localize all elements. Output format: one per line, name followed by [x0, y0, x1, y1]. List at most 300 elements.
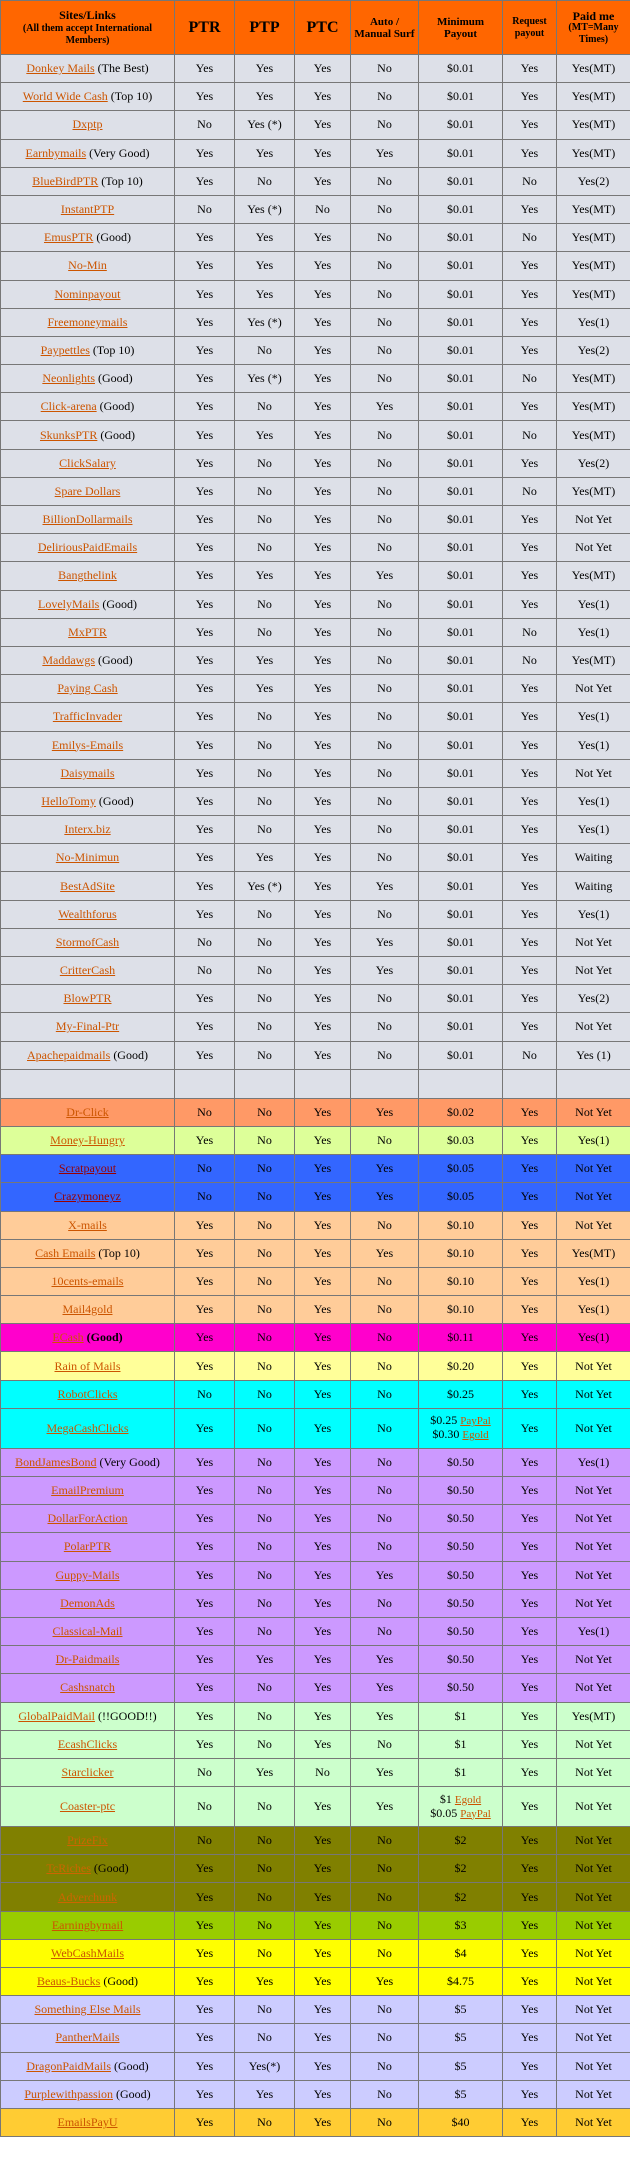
- paid-me-cell: Waiting: [557, 872, 630, 900]
- site-cell: [1, 2108, 175, 2136]
- site-link[interactable]: StormofCash: [55, 934, 120, 949]
- table-row: [1, 900, 630, 928]
- request-payout-cell: Yes: [503, 139, 557, 167]
- minimum-payout-cell: $0.01: [419, 646, 503, 674]
- ptp-cell: No: [235, 1533, 295, 1561]
- ptc-cell: Yes: [295, 1730, 351, 1758]
- header-sites: Sites/Links (All them accept International Members): [1, 1, 175, 55]
- table-row: [1, 1968, 630, 1996]
- site-link[interactable]: Earnbymails: [25, 145, 87, 160]
- site-note: (Good): [96, 399, 135, 414]
- site-link[interactable]: DemonAds: [60, 1595, 115, 1610]
- site-link[interactable]: Crazymoneyz: [54, 1189, 121, 1204]
- request-payout-cell: Yes: [503, 1702, 557, 1730]
- paid-me-cell: Not Yet: [557, 675, 630, 703]
- site-link[interactable]: Purplewithpassion: [24, 2086, 113, 2101]
- ptc-cell: Yes: [295, 1533, 351, 1561]
- ptp-cell: No: [235, 1674, 295, 1702]
- site-link[interactable]: Neonlights: [42, 371, 95, 386]
- minimum-payout-cell: $5: [419, 2024, 503, 2052]
- paid-me-cell: Yes(MT): [557, 55, 630, 83]
- site-link[interactable]: Dr-Paidmails: [55, 1652, 120, 1667]
- minimum-payout-cell: $0.01: [419, 449, 503, 477]
- ptc-cell: Yes: [295, 393, 351, 421]
- minimum-payout-cell: $0.10: [419, 1296, 503, 1324]
- site-link[interactable]: Paypettles: [40, 342, 90, 357]
- ptc-cell: Yes: [295, 534, 351, 562]
- site-link[interactable]: EmusPTR: [43, 230, 94, 245]
- ptr-cell: Yes: [175, 844, 235, 872]
- site-link[interactable]: BlueBirdPTR: [32, 173, 99, 188]
- request-payout-cell: No: [503, 365, 557, 393]
- site-link[interactable]: ECash: [52, 1330, 84, 1345]
- ptc-cell: Yes: [295, 1155, 351, 1183]
- paid-me-cell: Not Yet: [557, 1646, 630, 1674]
- table-row: [1, 1408, 630, 1448]
- auto-surf-cell: No: [351, 1380, 419, 1408]
- ptp-cell: Yes (*): [235, 195, 295, 223]
- paid-me-cell: Yes(1): [557, 308, 630, 336]
- site-cell: [1, 675, 175, 703]
- ptr-cell: No: [175, 1098, 235, 1126]
- site-link[interactable]: Starclicker: [61, 1764, 114, 1779]
- site-link[interactable]: Beaus-Bucks: [37, 1974, 101, 1989]
- paid-me-cell: Not Yet: [557, 1730, 630, 1758]
- ptp-cell: No: [235, 1561, 295, 1589]
- ptp-cell: Yes (*): [235, 308, 295, 336]
- ptr-cell: Yes: [175, 646, 235, 674]
- site-cell: [1, 1730, 175, 1758]
- ptp-cell: No: [235, 1787, 295, 1827]
- paid-me-cell: Not Yet: [557, 2108, 630, 2136]
- ptc-cell: Yes: [295, 1883, 351, 1911]
- table-row: [1, 2080, 630, 2108]
- ptc-cell: Yes: [295, 872, 351, 900]
- paid-me-cell: Yes(1): [557, 590, 630, 618]
- ptc-cell: Yes: [295, 1505, 351, 1533]
- minimum-payout-cell: $0.50: [419, 1561, 503, 1589]
- table-row: [1, 280, 630, 308]
- ptc-cell: Yes: [295, 844, 351, 872]
- minimum-payout-cell: $0.01: [419, 1013, 503, 1041]
- request-payout-cell: No: [503, 477, 557, 505]
- ptr-cell: No: [175, 1155, 235, 1183]
- auto-surf-cell: No: [351, 477, 419, 505]
- ptc-cell: Yes: [295, 449, 351, 477]
- site-link[interactable]: HelloTomy: [41, 793, 96, 808]
- request-payout-cell: Yes: [503, 1787, 557, 1827]
- site-link[interactable]: Scratpayout: [58, 1161, 117, 1176]
- auto-surf-cell: Yes: [351, 1239, 419, 1267]
- site-note: (Very Good): [86, 145, 150, 160]
- ptc-cell: Yes: [295, 1408, 351, 1448]
- site-link[interactable]: 10cents-emails: [51, 1273, 124, 1288]
- site-link[interactable]: EmailsPayU: [57, 2115, 118, 2130]
- ptp-cell: No: [235, 1702, 295, 1730]
- auto-surf-cell: No: [351, 1996, 419, 2024]
- site-link[interactable]: Dxptp: [72, 117, 103, 132]
- site-link[interactable]: PantherMails: [55, 2030, 120, 2045]
- request-payout-cell: Yes: [503, 308, 557, 336]
- request-payout-cell: Yes: [503, 985, 557, 1013]
- site-cell: [1, 1505, 175, 1533]
- ptr-cell: Yes: [175, 1352, 235, 1380]
- minimum-payout-cell: $0.50: [419, 1448, 503, 1476]
- auto-surf-cell: No: [351, 675, 419, 703]
- site-link[interactable]: DeliriousPaidEmails: [37, 540, 138, 555]
- paid-me-cell: Yes(MT): [557, 477, 630, 505]
- minimum-payout-cell: $0.25: [419, 1380, 503, 1408]
- auto-surf-cell: No: [351, 787, 419, 815]
- site-link[interactable]: TrafficInvader: [52, 709, 123, 724]
- ptc-cell: Yes: [295, 224, 351, 252]
- ptp-cell: Yes (*): [235, 111, 295, 139]
- site-note: (Good): [100, 1974, 138, 1989]
- site-link[interactable]: DragonPaidMails: [26, 2058, 111, 2073]
- minimum-payout-cell: $0.01: [419, 618, 503, 646]
- paid-me-cell: Yes(MT): [557, 139, 630, 167]
- minimum-payout-cell: $0.50: [419, 1617, 503, 1645]
- ptr-cell: Yes: [175, 787, 235, 815]
- ptp-cell: No: [235, 1827, 295, 1855]
- table-row: [1, 1448, 630, 1476]
- ptr-cell: Yes: [175, 1730, 235, 1758]
- ptc-cell: Yes: [295, 1380, 351, 1408]
- table-row: [1, 167, 630, 195]
- paid-me-cell: Not Yet: [557, 1013, 630, 1041]
- payment-method-link[interactable]: PayPal: [460, 1807, 491, 1820]
- table-row: [1, 1996, 630, 2024]
- paid-me-cell: Not Yet: [557, 506, 630, 534]
- ptr-cell: Yes: [175, 1589, 235, 1617]
- auto-surf-cell: No: [351, 1408, 419, 1448]
- site-link[interactable]: Cashsnatch: [60, 1680, 115, 1695]
- site-link[interactable]: Dr-Click: [66, 1104, 109, 1119]
- ptc-cell: Yes: [295, 1041, 351, 1069]
- site-link[interactable]: My-Final-Ptr: [55, 1019, 120, 1034]
- table-row: [1, 1041, 630, 1069]
- site-link[interactable]: Something Else Mails: [34, 2002, 141, 2017]
- site-cell: [1, 1617, 175, 1645]
- ptc-cell: Yes: [295, 985, 351, 1013]
- site-link[interactable]: BlowPTR: [63, 991, 112, 1006]
- site-link[interactable]: ClickSalary: [59, 455, 116, 470]
- payment-method-link[interactable]: Egold: [454, 1793, 482, 1806]
- site-link[interactable]: Mail4gold: [62, 1302, 113, 1317]
- site-cell: [1, 1855, 175, 1883]
- payment-method-link[interactable]: Egold: [462, 1429, 489, 1442]
- site-link[interactable]: Guppy-Mails: [55, 1567, 120, 1582]
- request-payout-cell: Yes: [503, 590, 557, 618]
- ptp-cell: No: [235, 393, 295, 421]
- site-cell: [1, 1098, 175, 1126]
- ptp-cell: Yes: [235, 646, 295, 674]
- payout-amount: $0.25: [430, 1413, 458, 1428]
- paid-me-cell: Yes(1): [557, 731, 630, 759]
- site-link[interactable]: Daisymails: [60, 765, 115, 780]
- site-link[interactable]: DollarForAction: [47, 1511, 128, 1526]
- paid-me-cell: Yes(2): [557, 167, 630, 195]
- payment-method-link[interactable]: PayPal: [460, 1415, 491, 1428]
- ptr-cell: Yes: [175, 900, 235, 928]
- paid-me-cell: Yes(MT): [557, 421, 630, 449]
- site-link[interactable]: X-mails: [68, 1217, 107, 1232]
- table-row: [1, 1352, 630, 1380]
- ptc-cell: Yes: [295, 816, 351, 844]
- minimum-payout-cell: $0.10: [419, 1239, 503, 1267]
- site-link[interactable]: Freemoneymails: [47, 314, 128, 329]
- table-row: [1, 1617, 630, 1645]
- minimum-payout-cell: $0.01: [419, 336, 503, 364]
- ptr-cell: Yes: [175, 2052, 235, 2080]
- site-cell: [1, 1533, 175, 1561]
- ptp-cell: No: [235, 1239, 295, 1267]
- ptc-cell: Yes: [295, 1968, 351, 1996]
- site-link[interactable]: Wealthforus: [58, 906, 117, 921]
- site-link[interactable]: MxPTR: [68, 624, 107, 639]
- request-payout-cell: Yes: [503, 928, 557, 956]
- site-link[interactable]: RobotClicks: [57, 1386, 118, 1401]
- table-row: [1, 1758, 630, 1786]
- ptc-cell: Yes: [295, 1939, 351, 1967]
- paid-me-cell: Not Yet: [557, 1561, 630, 1589]
- auto-surf-cell: No: [351, 1855, 419, 1883]
- table-row: [1, 731, 630, 759]
- request-payout-cell: Yes: [503, 1477, 557, 1505]
- request-payout-cell: Yes: [503, 816, 557, 844]
- ptp-cell: No: [235, 1126, 295, 1154]
- site-cell: [1, 844, 175, 872]
- request-payout-cell: Yes: [503, 900, 557, 928]
- auto-surf-cell: No: [351, 1126, 419, 1154]
- site-note: (Good): [110, 2058, 149, 2073]
- ptr-cell: Yes: [175, 1533, 235, 1561]
- site-link[interactable]: Adverchunk: [57, 1889, 118, 1904]
- minimum-payout-cell: $2: [419, 1883, 503, 1911]
- minimum-payout-cell: $5: [419, 2080, 503, 2108]
- site-link[interactable]: SkunksPTR: [39, 427, 98, 442]
- site-cell: [1, 336, 175, 364]
- site-link[interactable]: InstantPTP: [60, 202, 115, 217]
- site-link[interactable]: MegaCashClicks: [46, 1420, 129, 1435]
- site-note: (Good): [110, 1047, 148, 1062]
- site-link[interactable]: BillionDollarmails: [42, 512, 133, 527]
- auto-surf-cell: No: [351, 1939, 419, 1967]
- minimum-payout-cell: $0.10: [419, 1211, 503, 1239]
- ptp-cell: No: [235, 1448, 295, 1476]
- site-link[interactable]: Cash Emails: [35, 1245, 96, 1260]
- site-link[interactable]: Rain of Mails: [54, 1358, 121, 1373]
- ptc-cell: Yes: [295, 1211, 351, 1239]
- site-cell: [1, 1296, 175, 1324]
- auto-surf-cell: No: [351, 1296, 419, 1324]
- spacer-cell: [1, 1069, 175, 1098]
- site-cell: [1, 590, 175, 618]
- ptp-cell: Yes: [235, 1968, 295, 1996]
- paid-me-cell: Yes (1): [557, 1041, 630, 1069]
- ptp-cell: No: [235, 1617, 295, 1645]
- site-cell: [1, 139, 175, 167]
- site-link[interactable]: Click-arena: [40, 399, 97, 414]
- site-cell: [1, 1211, 175, 1239]
- site-link[interactable]: EcashClicks: [57, 1736, 118, 1751]
- site-link[interactable]: Spare Dollars: [54, 483, 121, 498]
- site-link[interactable]: Classical-Mail: [52, 1624, 123, 1639]
- ptp-cell: Yes: [235, 421, 295, 449]
- ptc-cell: Yes: [295, 1239, 351, 1267]
- site-link[interactable]: Donkey Mails: [26, 61, 95, 76]
- auto-surf-cell: No: [351, 534, 419, 562]
- site-link[interactable]: TcRiches: [46, 1861, 91, 1876]
- ptc-cell: No: [295, 1758, 351, 1786]
- minimum-payout-cell: $0.01: [419, 703, 503, 731]
- site-link[interactable]: Apachepaidmails: [27, 1047, 111, 1062]
- spacer-cell: [503, 1069, 557, 1098]
- site-link[interactable]: PolarPTR: [63, 1539, 112, 1554]
- site-cell: [1, 1408, 175, 1448]
- ptc-cell: Yes: [295, 618, 351, 646]
- ptr-cell: Yes: [175, 1702, 235, 1730]
- request-payout-cell: Yes: [503, 731, 557, 759]
- auto-surf-cell: Yes: [351, 1155, 419, 1183]
- request-payout-cell: Yes: [503, 675, 557, 703]
- table-row: [1, 1239, 630, 1267]
- minimum-payout-cell: $0.01: [419, 477, 503, 505]
- table-row: [1, 195, 630, 223]
- spacer-cell: [351, 1069, 419, 1098]
- ptr-cell: Yes: [175, 590, 235, 618]
- ptr-cell: Yes: [175, 1939, 235, 1967]
- site-link[interactable]: Maddawgs: [42, 653, 95, 668]
- paid-me-cell: Not Yet: [557, 2052, 630, 2080]
- site-link[interactable]: Bangthelink: [58, 568, 117, 583]
- minimum-payout-cell: $0.01: [419, 590, 503, 618]
- auto-surf-cell: No: [351, 590, 419, 618]
- site-link[interactable]: World Wide Cash: [22, 89, 108, 104]
- ptp-cell: No: [235, 590, 295, 618]
- minimum-payout-cell: $0.01: [419, 787, 503, 815]
- site-cell: [1, 1352, 175, 1380]
- site-link[interactable]: Nominpayout: [54, 286, 121, 301]
- request-payout-cell: Yes: [503, 1911, 557, 1939]
- auto-surf-cell: No: [351, 336, 419, 364]
- minimum-payout-cell: $0.01: [419, 224, 503, 252]
- request-payout-cell: Yes: [503, 83, 557, 111]
- request-payout-cell: Yes: [503, 1155, 557, 1183]
- auto-surf-cell: Yes: [351, 1098, 419, 1126]
- paid-me-cell: Yes(MT): [557, 195, 630, 223]
- site-link[interactable]: BondJamesBond: [15, 1454, 97, 1469]
- ptr-cell: Yes: [175, 449, 235, 477]
- table-row: [1, 252, 630, 280]
- site-note: (Good): [99, 596, 137, 611]
- ptr-cell: Yes: [175, 562, 235, 590]
- minimum-payout-cell: $0.11: [419, 1324, 503, 1352]
- site-link[interactable]: No-Min: [68, 258, 107, 273]
- request-payout-cell: Yes: [503, 55, 557, 83]
- ptr-cell: Yes: [175, 618, 235, 646]
- site-link[interactable]: Coaster-ptc: [59, 1799, 116, 1814]
- site-link[interactable]: EmailPremium: [51, 1483, 124, 1498]
- ptp-cell: No: [235, 759, 295, 787]
- site-cell: [1, 1324, 175, 1352]
- site-link[interactable]: PrizeFix: [67, 1833, 108, 1848]
- ptp-cell: No: [235, 167, 295, 195]
- ptr-cell: Yes: [175, 1477, 235, 1505]
- site-cell: [1, 1883, 175, 1911]
- request-payout-cell: Yes: [503, 111, 557, 139]
- site-note: (Top 10): [95, 1245, 140, 1260]
- auto-surf-cell: No: [351, 365, 419, 393]
- minimum-payout-cell: $0.20: [419, 1352, 503, 1380]
- ptc-cell: Yes: [295, 365, 351, 393]
- minimum-payout-cell: $1: [419, 1758, 503, 1786]
- auto-surf-cell: No: [351, 111, 419, 139]
- paid-me-cell: Not Yet: [557, 1380, 630, 1408]
- site-link[interactable]: BestAdSite: [60, 878, 115, 893]
- table-row: [1, 1883, 630, 1911]
- ptc-cell: Yes: [295, 1352, 351, 1380]
- site-cell: [1, 280, 175, 308]
- request-payout-cell: Yes: [503, 1758, 557, 1786]
- site-cell: [1, 646, 175, 674]
- site-link[interactable]: Money-Hungry: [50, 1133, 125, 1148]
- table-row: [1, 590, 630, 618]
- table-row: [1, 646, 630, 674]
- site-link[interactable]: LovelyMails: [38, 596, 100, 611]
- ptp-cell: No: [235, 1183, 295, 1211]
- ptc-cell: Yes: [295, 759, 351, 787]
- ptr-cell: Yes: [175, 477, 235, 505]
- table-row: [1, 1211, 630, 1239]
- ptp-cell: No: [235, 1380, 295, 1408]
- site-link[interactable]: GlobalPaidMail: [18, 1708, 96, 1723]
- paid-me-cell: Yes(1): [557, 1267, 630, 1295]
- site-note: (Top 10): [107, 89, 153, 104]
- ptc-cell: Yes: [295, 1296, 351, 1324]
- paid-me-cell: Yes(MT): [557, 562, 630, 590]
- paid-me-cell: Yes(1): [557, 787, 630, 815]
- auto-surf-cell: No: [351, 2024, 419, 2052]
- site-cell: [1, 1758, 175, 1786]
- table-row: [1, 703, 630, 731]
- site-link[interactable]: No-Minimun: [55, 850, 120, 865]
- ptr-cell: Yes: [175, 1996, 235, 2024]
- table-row: [1, 1827, 630, 1855]
- site-cell: [1, 2080, 175, 2108]
- site-link[interactable]: Paying Cash: [57, 681, 118, 696]
- site-cell: [1, 1239, 175, 1267]
- ptc-cell: Yes: [295, 928, 351, 956]
- auto-surf-cell: No: [351, 1617, 419, 1645]
- table-row: [1, 449, 630, 477]
- auto-surf-cell: No: [351, 2080, 419, 2108]
- ptc-cell: Yes: [295, 1561, 351, 1589]
- site-link[interactable]: Interx.biz: [64, 822, 111, 837]
- payout-amount: $0.30: [432, 1427, 460, 1442]
- site-link[interactable]: Earningbymail: [51, 1917, 124, 1932]
- site-cell: [1, 111, 175, 139]
- site-link[interactable]: CritterCash: [59, 963, 116, 978]
- site-cell: [1, 618, 175, 646]
- ptp-cell: No: [235, 703, 295, 731]
- site-cell: [1, 1787, 175, 1827]
- ptp-cell: No: [235, 1013, 295, 1041]
- site-cell: [1, 1183, 175, 1211]
- site-link[interactable]: Emilys-Emails: [51, 737, 124, 752]
- site-link[interactable]: WebCashMails: [50, 1945, 125, 1960]
- auto-surf-cell: No: [351, 224, 419, 252]
